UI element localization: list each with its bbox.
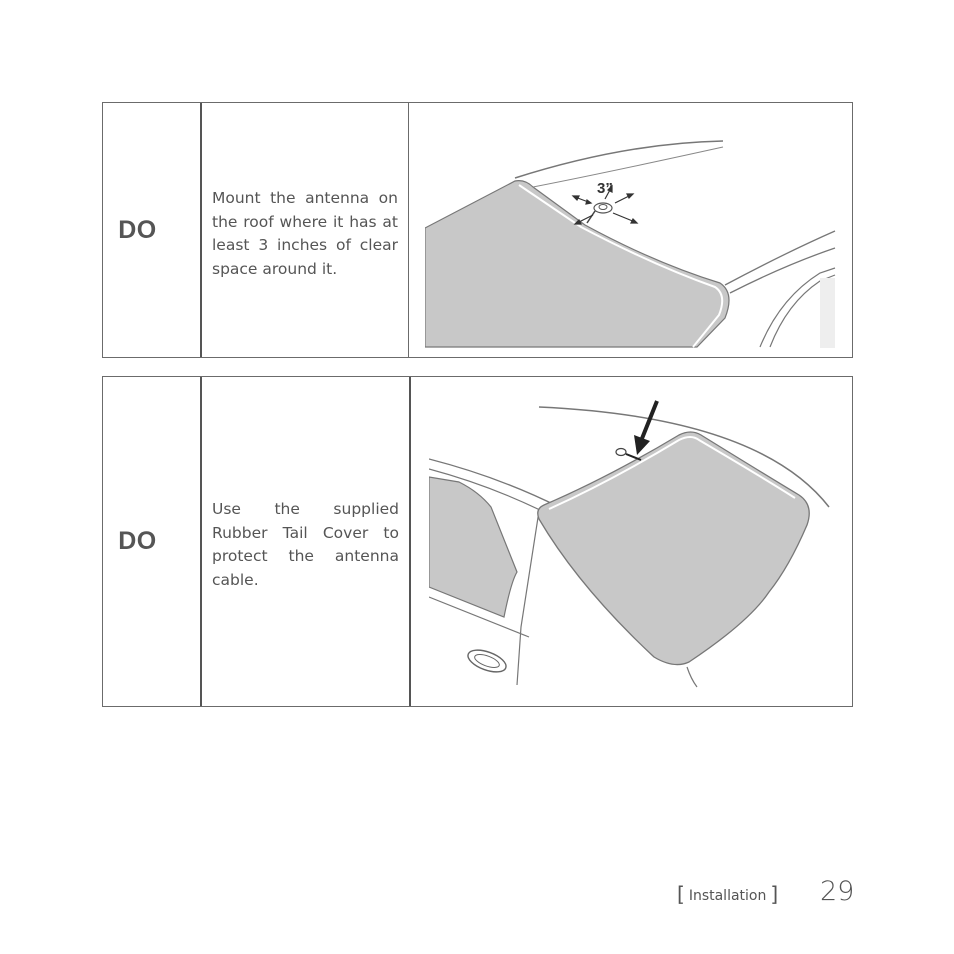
section-name: Installation bbox=[688, 888, 767, 904]
do-label: DO bbox=[118, 527, 157, 555]
do-label: DO bbox=[118, 215, 157, 244]
car-rear-antenna-cable-illustration bbox=[429, 377, 849, 702]
page-number: 29 bbox=[820, 876, 855, 907]
instruction-text-cell bbox=[202, 377, 411, 706]
do-label-cell bbox=[103, 377, 202, 706]
instruction-row-1 bbox=[102, 102, 853, 358]
instruction-row-2 bbox=[102, 376, 853, 707]
instruction-text: Use the supplied Rubber Tail Cover to protect the antenna cable. bbox=[212, 500, 399, 589]
illustration-cell bbox=[409, 103, 852, 357]
clearance-annotation: 3” bbox=[597, 180, 613, 197]
illustration-cell bbox=[411, 377, 852, 706]
instruction-text: Mount the antenna on the roof where it has at least 3 inches of clear space around it. bbox=[212, 189, 398, 278]
section-footer bbox=[677, 882, 778, 906]
do-label-cell bbox=[103, 103, 202, 357]
bracket-close: ] bbox=[770, 882, 779, 906]
bracket-open: [ bbox=[677, 882, 685, 906]
instruction-text-cell bbox=[202, 103, 409, 357]
car-roof-antenna-clearance-illustration bbox=[425, 103, 837, 353]
